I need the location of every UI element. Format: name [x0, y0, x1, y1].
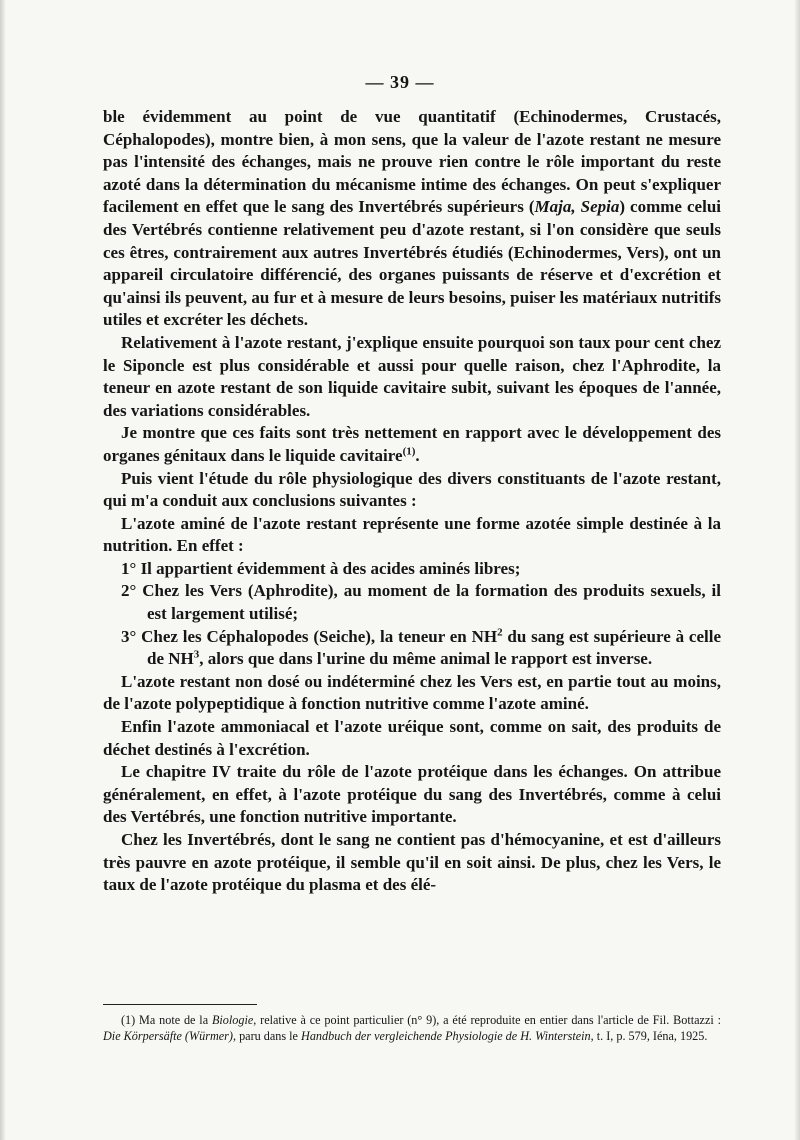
paragraph-6: L'azote restant non dosé ou indéterminé chez les Vers est, en partie tout au moins, de l'azote polypeptidique à fonction nutritive comme l'azote aminé.	[103, 671, 721, 714]
list-item-2: 2° Chez les Vers (Aphrodite), au moment de la formation des produits sexuels, il est largement utilisé;	[121, 581, 721, 624]
paragraph-7: Enfin l'azote ammoniacal et l'azote uréique sont, comme on sait, des produits de déchet destinés à l'excrétion.	[103, 717, 721, 759]
list-item-1: 1° Il appartient évidemment à des acides aminés libres;	[121, 558, 521, 578]
body-text	[103, 106, 721, 897]
page-number: — 39 —	[365, 72, 435, 92]
paragraph-5: L'azote aminé de l'azote restant représente une forme azotée simple destinée à la nutrition. En effet :	[103, 513, 721, 556]
paragraph-2: Relativement à l'azote restant, j'explique ensuite pourquoi son taux pour cent chez le Siponcle est plus considérable et aussi pour quelle raison, chez l'Aphrodite, la teneur en azote restant de son liquide cavitaire subit, suivant les époques de l'année, des variations considérables.	[103, 332, 721, 420]
footnote-ref: (1)	[402, 445, 416, 458]
paragraph-8: Le chapitre IV traite du rôle de l'azote protéique dans les échanges. On attribue généralement, en effet, à l'azote protéique du sang des Invertébrés, comme à celui des Vertébrés, une fonction nutritive importante.	[103, 762, 721, 827]
paragraph-3: Je montre que ces faits sont très nettement en rapport avec le développement des organes génitaux dans le liquide cavitaire$^{(1)}$.	[103, 423, 721, 465]
paragraph-9: Chez les Invertébrés, dont le sang ne contient pas d'hémocyanine, et est d'ailleurs très pauvre en azote protéique, il semble qu'il en soit ainsi. De plus, chez les Vers, le taux de l'azote protéique du plasma et des élé-	[103, 830, 721, 895]
footnote: (1) Ma note de la Biologie, relative à ce point particulier (n° 9), a été reproduite en entier dans l'article de Fil. Bottazzi : Die Körpersäfte (Würmer), paru dans le Handbuch der vergleichende Physiologie de H. Winterstein, t. I, p. 579, Iéna, 1925.	[103, 1013, 721, 1044]
list-item-3: 3° Chez les Céphalopodes (Seiche), la teneur en $NH^2$ du sang est supérieure à celle de $NH^3$, alors que dans l'urine du même animal le rapport est inverse.	[121, 626, 722, 669]
page-edge-right	[794, 0, 800, 1140]
paragraph-4: Puis vient l'étude du rôle physiologique des divers constituants de l'azote restant, qui m'a conduit aux conclusions suivantes :	[103, 468, 721, 511]
paragraph-1: ble évidemment au point de vue quantitatif (Echinodermes, Crustacés, Céphalopodes), montre bien, à mon sens, que la valeur de l'azote restant ne mesure pas l'intensité des échanges, mais ne prouve rien contre le rôle important du reste azoté dans la détermination du mécanisme intime des échanges. On peut s'expliquer facilement en effet que le sang des Invertébrés supérieurs (Maja, Sepia) comme celui des Vertébrés contienne relativement peu d'azote restant, si l'on considère que seuls ces êtres, contrairement aux autres Invertébrés étudiés (Echinodermes, Vers), ont un appareil circulatoire différencié, des organes puissants de réserve et d'excrétion et qu'ainsi ils peuvent, au fur et à mesure de leurs besoins, puiser les matériaux nutritifs utiles et excréter les déchets.	[103, 107, 721, 330]
page-edge-left	[0, 0, 6, 1140]
footnote-rule	[103, 1004, 257, 1005]
